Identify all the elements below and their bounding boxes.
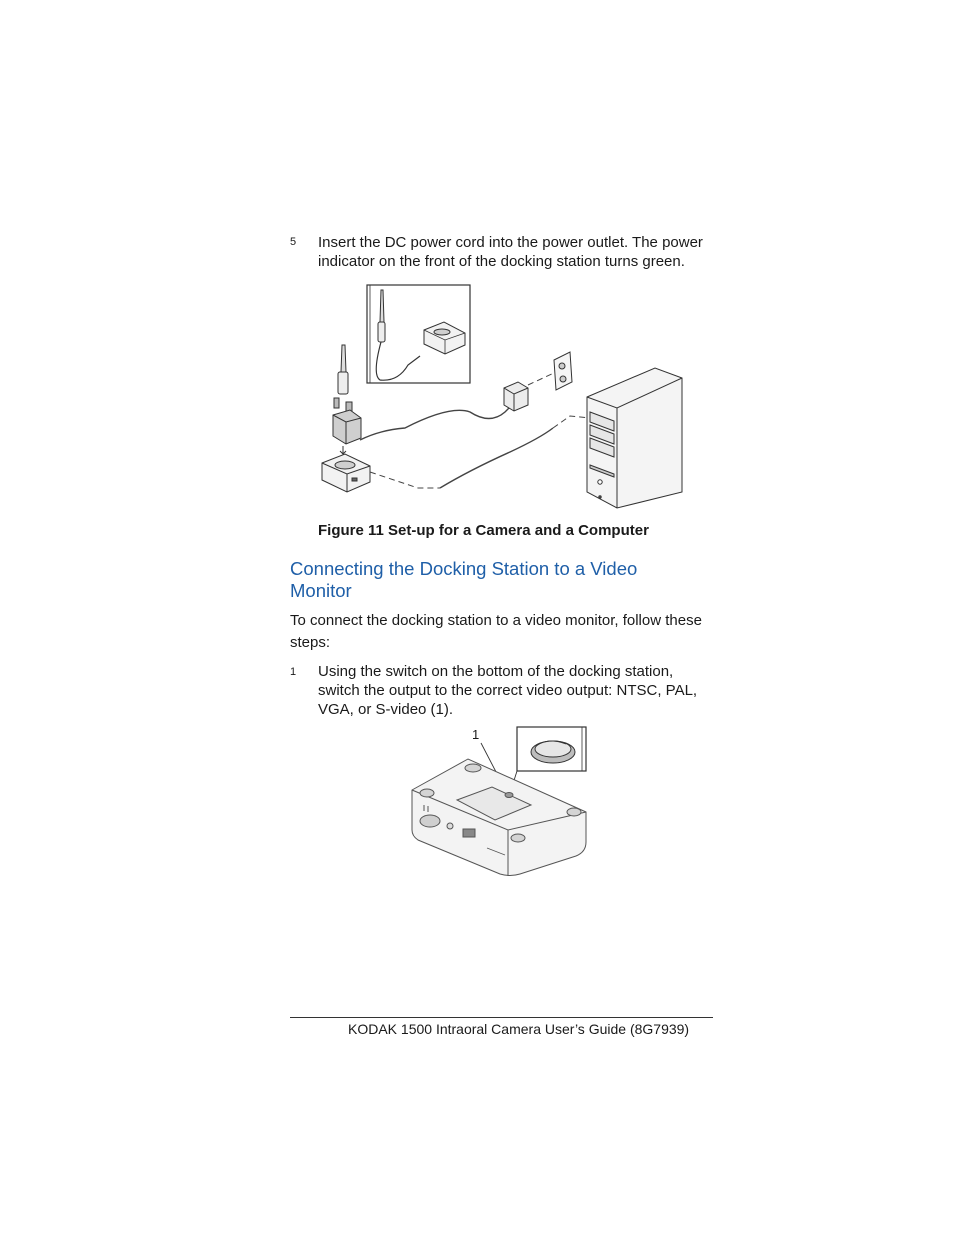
callout-label: 1 (472, 727, 480, 742)
footer-text: KODAK 1500 Intraoral Camera User’s Guide (8G7939) (348, 1021, 690, 1037)
step-number: 5 (290, 236, 297, 248)
footer-rule (290, 1017, 713, 1018)
step-number: 1 (290, 666, 297, 678)
docking-unit (412, 759, 586, 876)
section-heading: Connecting the Docking Station to a Video Monitor (290, 558, 638, 601)
switch-inset (517, 727, 586, 771)
intro-paragraph: To connect the docking station to a video monitor, follow these steps: (290, 612, 702, 651)
figure-caption: Figure 11 Set-up for a Camera and a Computer (318, 522, 649, 539)
step-text: Using the switch on the bottom of the docking station, switch the output to the correct video output: NTSC, PAL, VGA, or S-video (1). (318, 663, 698, 718)
step-text: Insert the DC power cord into the power outlet. The power indicator on the front of the docking station turns green. (318, 234, 703, 270)
